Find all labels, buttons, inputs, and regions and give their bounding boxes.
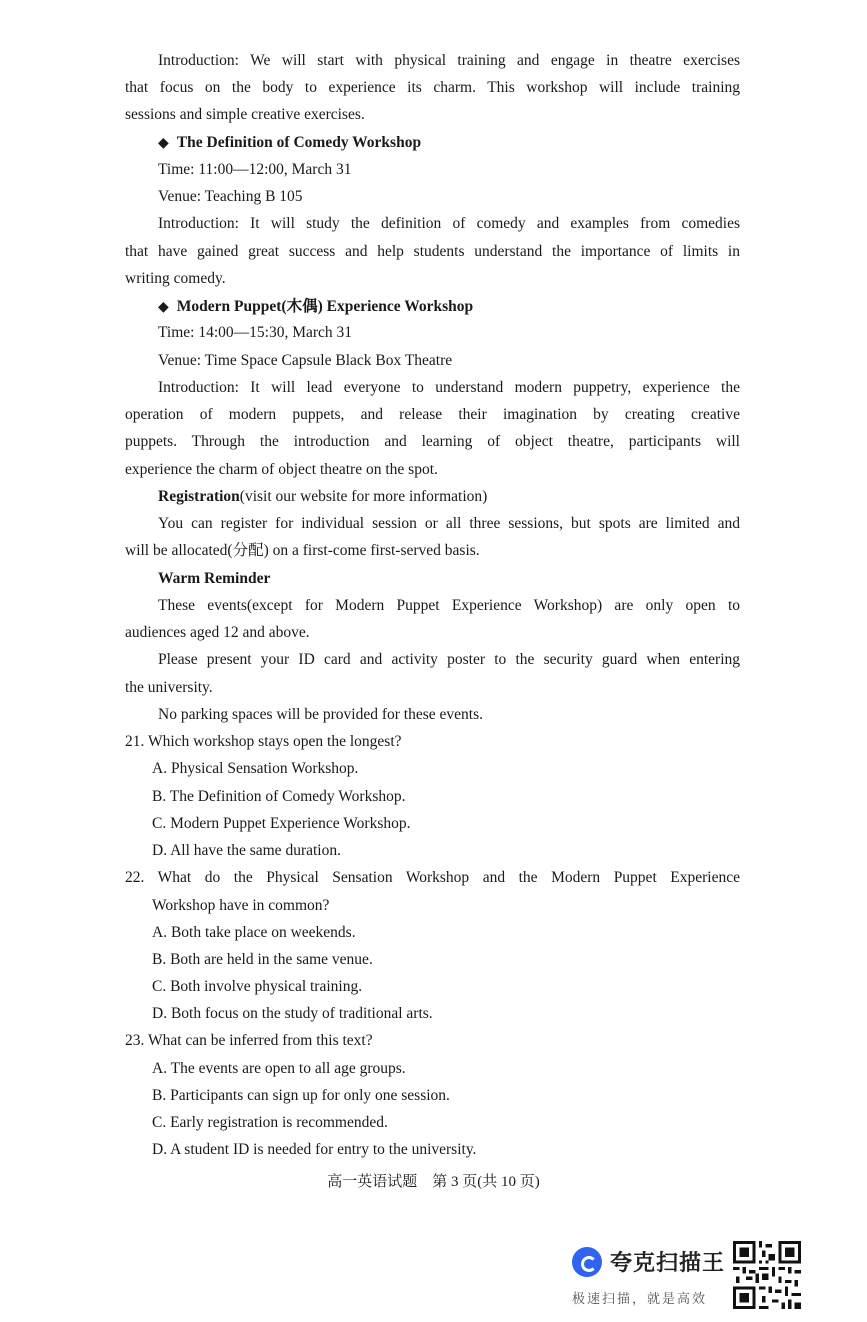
text-line: experience the charm of object theatre on the spot. — [125, 461, 438, 478]
option-a: A. The events are open to all age groups. — [152, 1060, 406, 1077]
brand-name: 夸克扫描王 — [610, 1251, 726, 1276]
registration-heading: Registration — [158, 488, 240, 505]
text-line: operation of modern puppets, and release their imagination by creating creative — [125, 406, 740, 423]
option-c: C. Both involve physical training. — [152, 978, 363, 995]
text-line: You can register for individual session or all three sessions, but spots are limited and — [158, 515, 740, 532]
option-d: D. Both focus on the study of traditional arts. — [152, 1005, 433, 1022]
option-b: B. Participants can sign up for only one session. — [152, 1087, 450, 1104]
option-d: D. All have the same duration. — [152, 842, 341, 859]
quark-logo-icon — [572, 1247, 602, 1277]
heading-text: The Definition of Comedy Workshop — [176, 134, 422, 151]
time-line: Time: 11:00—12:00, March 31 — [158, 161, 352, 178]
venue-line: Venue: Time Space Capsule Black Box Theatre — [158, 352, 453, 369]
option-b: B. The Definition of Comedy Workshop. — [152, 788, 406, 805]
option-a: A. Physical Sensation Workshop. — [152, 760, 359, 777]
text-line: Introduction: It will study the definition of comedy and examples from comedies — [158, 215, 740, 232]
question-22: 22. What do the Physical Sensation Workshop and the Modern Puppet Experience — [125, 869, 740, 886]
text-line: puppets. Through the introduction and learning of object theatre, participants will — [125, 433, 740, 450]
diamond-bullet-icon: ◆ — [158, 135, 169, 151]
question-23: 23. What can be inferred from this text? — [125, 1032, 373, 1049]
text-line: will be allocated(分配) on a first-come first-served basis. — [125, 542, 480, 559]
text-line: that focus on the body to experience its charm. This workshop will include training — [125, 79, 740, 96]
page-footer: 高一英语试题 第 3 页(共 10 页) — [327, 1174, 540, 1190]
question-21: 21. Which workshop stays open the longest? — [125, 733, 402, 750]
text-line: sessions and simple creative exercises. — [125, 106, 365, 123]
venue-line: Venue: Teaching B 105 — [158, 188, 303, 205]
option-a: A. Both take place on weekends. — [152, 924, 356, 941]
section-heading-puppet — [158, 297, 473, 317]
text-line: that have gained great success and help students understand the importance of limits in — [125, 243, 740, 260]
option-c: C. Modern Puppet Experience Workshop. — [152, 815, 411, 832]
text-line: These events(except for Modern Puppet Experience Workshop) are only open to — [158, 597, 740, 614]
brand-tagline: 极速扫描，就是高效 — [572, 1292, 708, 1307]
text-line: No parking spaces will be provided for these events. — [158, 706, 483, 723]
text-line: Introduction: It will lead everyone to understand modern puppetry, experience the — [158, 379, 740, 396]
scanner-watermark — [572, 1246, 725, 1277]
option-d: D. A student ID is needed for entry to the university. — [152, 1141, 477, 1158]
option-c: C. Early registration is recommended. — [152, 1114, 388, 1131]
registration-note: (visit our website for more information) — [239, 488, 488, 505]
text-line: Introduction: We will start with physical training and engage in theatre exercises — [158, 52, 740, 69]
text-line: the university. — [125, 679, 213, 696]
text-line: Please present your ID card and activity poster to the security guard when entering — [158, 651, 740, 668]
text-line: audiences aged 12 and above. — [125, 624, 310, 641]
time-line: Time: 14:00—15:30, March 31 — [158, 324, 353, 341]
diamond-bullet-icon: ◆ — [158, 299, 169, 315]
heading-text: Modern Puppet(木偶) Experience Workshop — [176, 298, 474, 315]
section-heading-comedy — [158, 133, 421, 153]
option-b: B. Both are held in the same venue. — [152, 951, 373, 968]
registration-line — [158, 487, 487, 507]
text-line: writing comedy. — [125, 270, 226, 287]
question-22-cont: Workshop have in common? — [152, 897, 330, 914]
qr-code-icon — [733, 1241, 801, 1309]
warm-reminder-heading: Warm Reminder — [158, 570, 271, 587]
